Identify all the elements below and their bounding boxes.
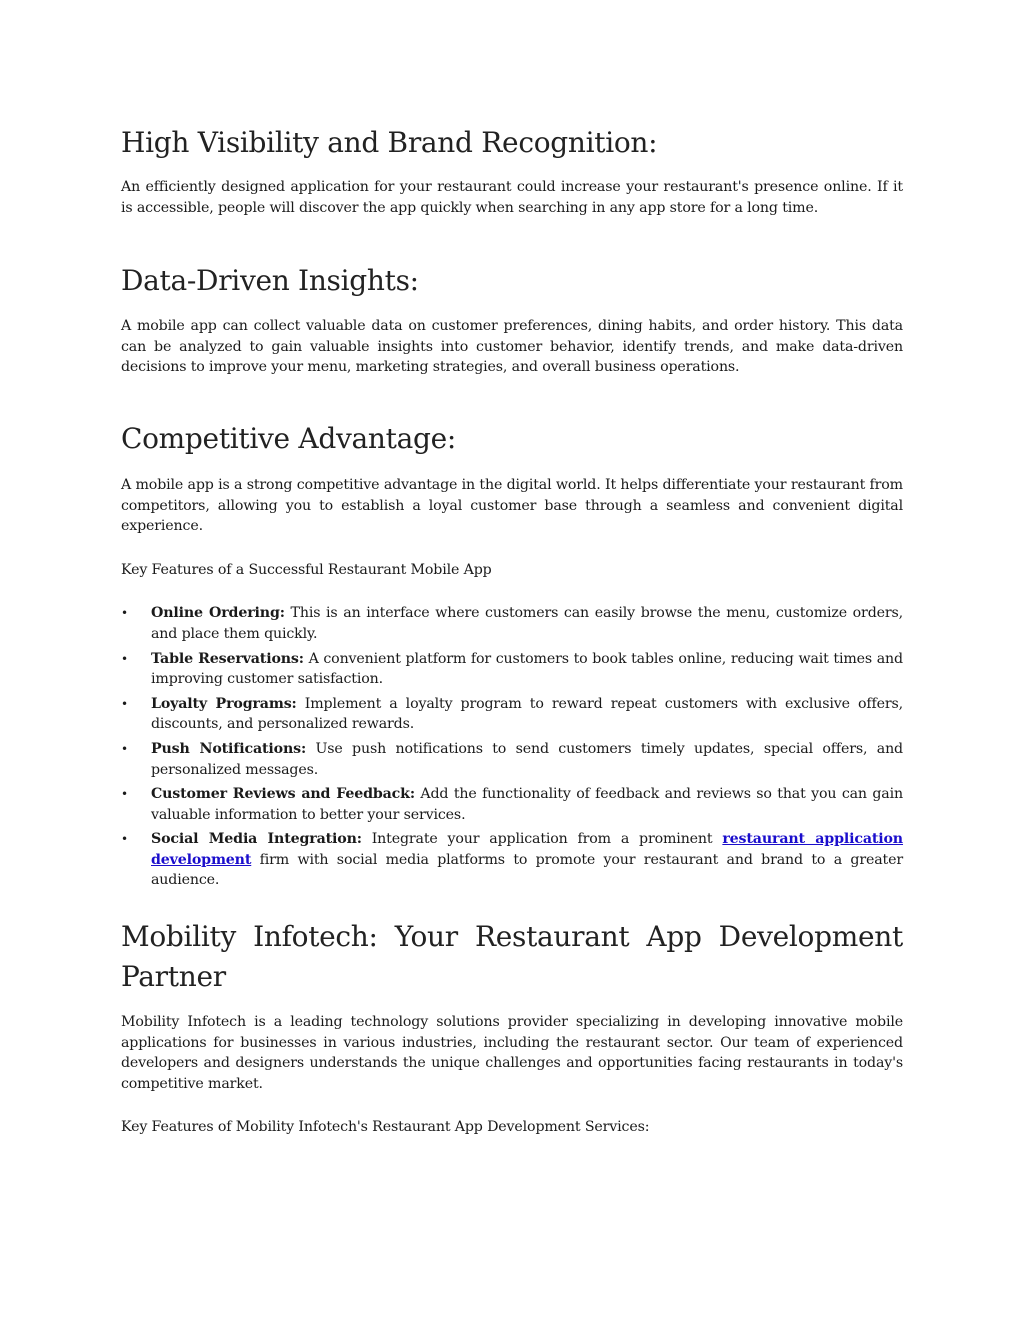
- partner-title-word: Your: [394, 920, 458, 954]
- feature-text: Add the functionality of feedback and reviews so that you can gain valuable information to better your services.: [151, 786, 903, 823]
- feature-text: Implement a loyalty program to reward repeat customers with exclusive offers, discounts, and personalized rewards.: [151, 695, 903, 733]
- bullet-icon: •: [121, 741, 128, 756]
- list-item: [121, 739, 903, 780]
- section-body-partner: Mobility Infotech is a leading technology solutions provider specializing in developing innovative mobile applications for businesses in various industries, including the restaurant sector. Our team of experienced developers and designers understands the unique challenges and opportunities facing restaurants in today's competitive market.: [121, 1014, 903, 1092]
- partner-title-word: Mobility: [121, 920, 236, 954]
- section-title-advantage: Competitive Advantage:: [121, 421, 456, 455]
- section-title-partner: [121, 917, 903, 997]
- feature-label: Social Media Integration:: [151, 831, 362, 848]
- section-body-visibility: An efficiently designed application for your restaurant could increase your restaurant's presence online. If it is accessible, people will discover the app quickly when searching in any app store for a long time.: [121, 179, 903, 216]
- feature-text: This is an interface where customers can easily browse the menu, customize orders, and place them quickly.: [151, 605, 903, 642]
- partner-title-line1: [121, 917, 903, 957]
- list-item: [121, 829, 903, 891]
- list-item: [121, 603, 903, 644]
- document-page: [121, 118, 903, 1138]
- partner-title-line2: Partner: [121, 960, 226, 994]
- bullet-icon: •: [121, 832, 128, 847]
- bullet-icon: •: [121, 606, 128, 621]
- list-item: [121, 694, 903, 735]
- bullet-icon: •: [121, 651, 128, 666]
- feature-text: A convenient platform for customers to book tables online, reducing wait times and improving customer satisfaction.: [151, 650, 903, 688]
- section-title-insights: Data-Driven Insights:: [121, 264, 419, 298]
- feature-label: Online Ordering:: [151, 605, 285, 622]
- feature-label: Customer Reviews and Feedback:: [151, 786, 415, 803]
- section-title-visibility: High Visibility and Brand Recognition:: [121, 126, 658, 159]
- partner-title-word: Development: [718, 920, 903, 954]
- list-item: [121, 649, 903, 690]
- key-features-heading: Key Features of a Successful Restaurant Mobile App: [121, 561, 492, 578]
- feature-text: Use push notifications to send customers timely updates, special offers, and personalized messages.: [151, 740, 903, 778]
- partner-title-word: Infotech:: [253, 920, 378, 954]
- feature-text-before-link: Integrate your application from a prominent: [371, 831, 713, 848]
- partner-title-word: App: [646, 920, 702, 954]
- restaurant-app-development-link[interactable]: restaurant application development: [151, 831, 903, 868]
- features-list: [121, 603, 903, 891]
- feature-label: Table Reservations:: [151, 650, 304, 667]
- bullet-icon: •: [121, 787, 128, 802]
- feature-label: Push Notifications:: [151, 740, 307, 757]
- section-body-advantage: A mobile app is a strong competitive advantage in the digital world. It helps differentiate your restaurant from competitors, allowing you to establish a loyal customer base through a seamless and convenient digital experience.: [121, 476, 903, 535]
- partner-title-word: Restaurant: [474, 920, 630, 954]
- list-item: [121, 784, 903, 825]
- feature-label: Loyalty Programs:: [151, 695, 297, 712]
- section-body-insights: A mobile app can collect valuable data on customer preferences, dining habits, and order history. This data can be analyzed to gain valuable insights into customer behavior, identify trends, and make data-driven decisions to improve your menu, marketing strategies, and overall business operations.: [121, 318, 903, 376]
- services-heading: Key Features of Mobility Infotech's Restaurant App Development Services:: [121, 1119, 650, 1136]
- feature-text-after-link: firm with social media platforms to promote your restaurant and brand to a greater audience.: [151, 851, 903, 889]
- bullet-icon: •: [121, 696, 128, 711]
